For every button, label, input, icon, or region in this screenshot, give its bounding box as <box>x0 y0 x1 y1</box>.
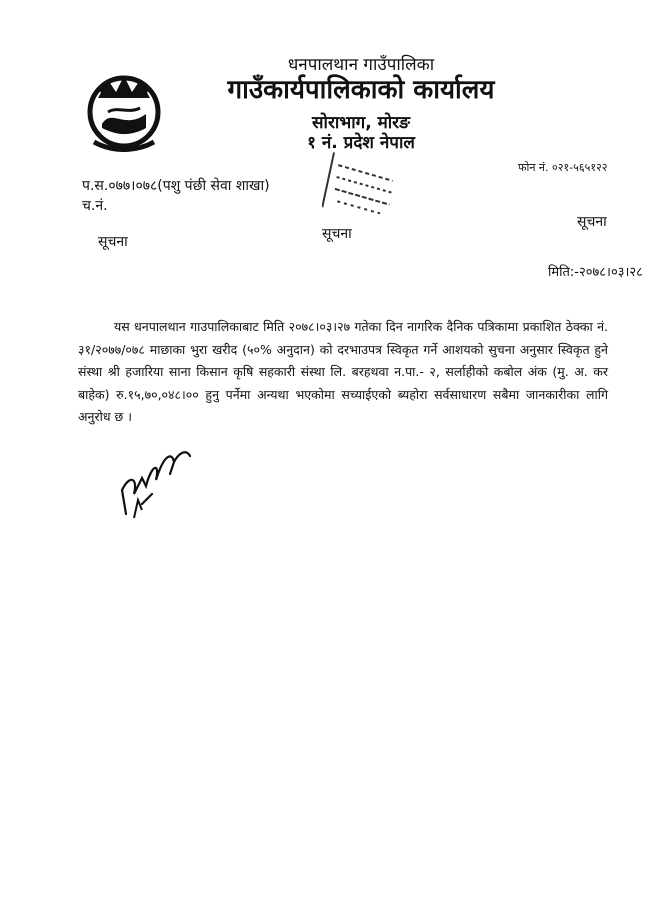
office-title: गाउँकार्यपालिकाको कार्यालय <box>227 75 495 105</box>
notice-date: मिति:-२०७८।०३।२८ <box>548 265 643 280</box>
notice-body-text: यस धनपालथान गाउपालिकाबाट मिति २०७८।०३।२७ गतेका दिन नागरिक दैनिक पत्रिकामा प्रकाशित ठेक्का नं. ३१/२०७७/०७८ माछाका भुरा खरीद (५०% अनुदान) को दरभाउपत्र स्विकृत गर्ने आशयको सुचना अनुसार स्विकृत हुने संस्था श्री हजारिया साना किसान कृषि सहकारी संस्था लि. बरहथवा न.पा.- २, सर्लाहीको कबोल अंक (मु. अ. कर बाहेक) रु.१५,७०,०४८।०० हुनु पर्नेमा अन्यथा भएकोमा सच्याईएको ब्यहोरा सर्वसाधारण सबैमा जानकारीका लागि अनुरोध छ । <box>78 319 608 424</box>
notice-label-right: सूचना <box>577 214 607 230</box>
phone-number: फोन नं. ०२१-५६५१२२ <box>518 161 608 174</box>
address-line: सोराभाग, मोरङ <box>312 113 410 133</box>
office-stamp <box>322 148 422 220</box>
signature <box>112 434 202 524</box>
reference-ps: प.स.०७७।०७८(पशु पंछी सेवा शाखा) <box>82 178 270 194</box>
notice-label-left: सूचना <box>98 234 128 250</box>
province-line: १ नं. प्रदेश नेपाल <box>307 133 415 153</box>
municipality-name: धनपालथान गाउँपालिका <box>287 55 435 75</box>
notice-label-middle: सूचना <box>322 226 352 242</box>
reference-cn: च.नं. <box>82 198 108 214</box>
notice-body <box>78 316 608 429</box>
